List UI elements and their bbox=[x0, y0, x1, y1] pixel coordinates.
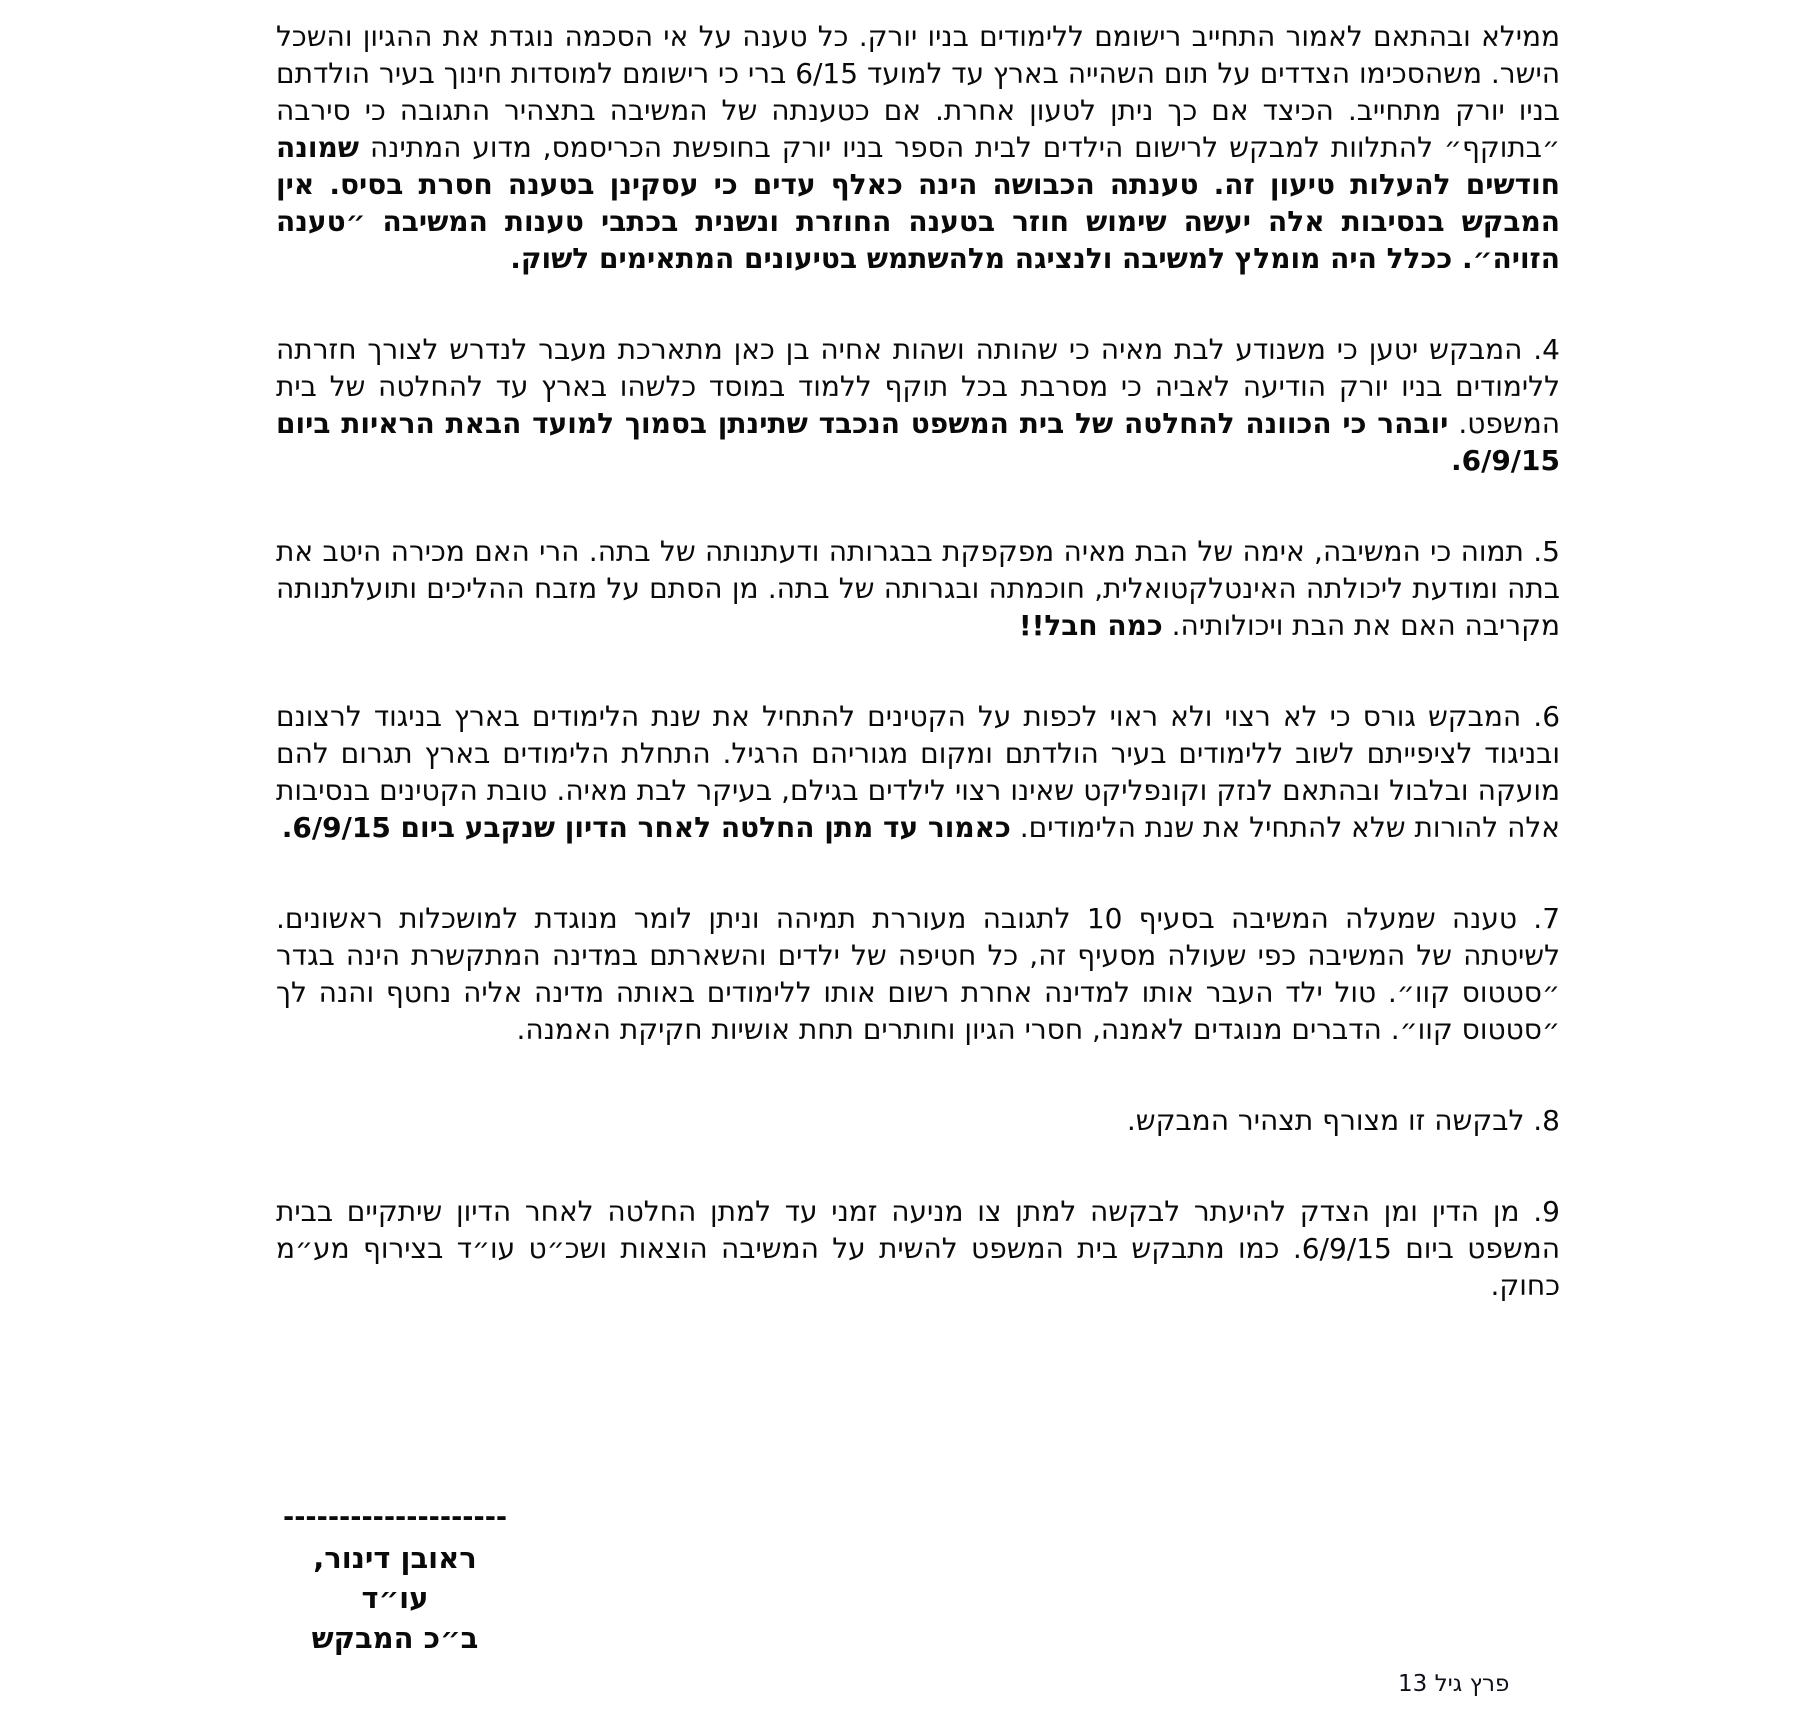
paragraph-4 bbox=[276, 331, 1560, 479]
intro-paragraph bbox=[276, 18, 1560, 277]
paragraph-5-bold-text: כמה חבל!! bbox=[1018, 609, 1163, 642]
paragraph-7-number: 7. bbox=[1533, 902, 1561, 935]
attorney-role: ב״כ המבקש bbox=[311, 1621, 479, 1655]
paragraph-8-number: 8. bbox=[1533, 1104, 1560, 1137]
paragraph-6-bold-text: כאמור עד מתן החלטה לאחר הדיון שנקבע ביום 6/9/15. bbox=[281, 811, 1011, 844]
signature-dashed-line: -------------------- bbox=[283, 1502, 508, 1533]
paragraph-5-number: 5. bbox=[1533, 535, 1560, 568]
paragraph-4-text: המבקש יטען כי משנודע לבת מאיה כי שהותה ושהות אחיה בן כאן מתארכת מעבר לנדרש לצורך חזרתה ללימודים בניו יורק הודיעה לאביה כי מסרבת בכל תוקף ללמוד במוסד כלשהו בארץ עד להחלטה של בית המשפט. bbox=[276, 333, 1561, 440]
paragraph-5-text: תמוה כי המשיבה, אימה של הבת מאיה מפקפקת בבגרותה ודעתנותה של בתה. הרי האם מכירה היטב את בתה ומודעת ליכולתה האינטלקטואלית, חוכמתה ובגרותה של בתה. מן הסתם על מזבח ההליכים ותועלתנותה מקריבה האם את הבת ויכולותיה. bbox=[276, 535, 1560, 642]
paragraph-4-number: 4. bbox=[1533, 333, 1560, 366]
paragraph-8-text: לבקשה זו מצורף תצהיר המבקש. bbox=[1126, 1104, 1525, 1137]
paragraph-8 bbox=[276, 1102, 1560, 1139]
paragraph-9-text: מן הדין ומן הצדק להיעתר לבקשה למתן צו מניעה זמני עד למתן החלטה לאחר הדיון שיתקיים בבית המשפט ביום 6/9/15. כמו מתבקש בית המשפט להשית על המשיבה הוצאות ושכ״ט עו״ד בצירוף מע״מ כחוק. bbox=[276, 1195, 1560, 1302]
paragraph-7 bbox=[276, 900, 1560, 1048]
signature-block bbox=[283, 1498, 507, 1658]
paragraph-9 bbox=[276, 1193, 1560, 1304]
paragraph-5 bbox=[276, 533, 1560, 644]
paragraph-7-text: טענה שמעלה המשיבה בסעיף 10 לתגובה מעוררת תמיהה וניתן לומר מנוגדת למושכלות ראשונים. לשיטתה של המשיבה כפי שעולה מסעיף זה, כל חטיפה של ילדים והשארתם במדינה המתקשרת הינה בגדר ״סטטוס קוו״. טול ילד העבר אותו למדינה אחרת רשום אותו ללימודים באותה מדינה אליה נחטף והנה לך ״סטטוס קוו״. הדברים מנוגדים לאמנה, חסרי הגיון וחותרים תחת אושיות חקיקת האמנה. bbox=[276, 902, 1560, 1046]
paragraph-6 bbox=[276, 698, 1560, 846]
paragraph-6-text: המבקש גורס כי לא רצוי ולא ראוי לכפות על הקטינים להתחיל את שנת הלימודים בארץ בניגוד לרצונם ובניגוד לציפייתם לשוב ללימודים בעיר הולדתם ומקום מגוריהם הרגיל. התחלת הלימודים בארץ תגרום להם מועקה ובלבול ובהתאם לנזק וקונפליקט שאינו רצוי לילדים בגילם, בעיקר לבת מאיה. טובת הקטינים בנסיבות אלה להורות שלא להתחיל את שנת הלימודים. bbox=[276, 700, 1560, 844]
document-body bbox=[276, 18, 1560, 1358]
intro-text-bold: שמונה חודשים להעלות טיעון זה. טענתה הכבושה הינה כאלף עדים כי עסקינן בטענה חסרת בסיס. אין המבקש בנסיבות אלה יעשה שימוש חוזר בטענה החוזרת ונשנית בכתבי טענות המשיבה ״טענה הזויה״. ככלל היה מומלץ למשיבה ולנציגה מלהשתמש בטיעונים המתאימים לשוק. bbox=[276, 131, 1560, 275]
attorney-name: ראובן דינור, עו״ד bbox=[313, 1541, 477, 1615]
intro-text-regular: ממילא ובהתאם לאמור התחייב רישומם ללימודים בניו יורק. כל טענה על אי הסכמה נוגדת את ההגיון והשכל הישר. משהסכימו הצדדים על תום השהייה בארץ עד למועד 6/15 ברי כי רישומם למוסדות חינוך בעיר הולדתם בניו יורק מתחייב. הכיצד אם כך ניתן לטעון אחרת. אם כטענתה של המשיבה בתצהיר התגובה כי סירבה ״בתוקף״ להתלוות למבקש לרישום הילדים לבית הספר בניו יורק בחופשת הכריסמס, מדוע המתינה bbox=[276, 20, 1560, 164]
paragraph-9-number: 9. bbox=[1533, 1195, 1560, 1228]
paragraph-4-bold-text: יובהר כי הכוונה להחלטה של בית המשפט הנכבד שתינתן בסמוך למועד הבאת הראיות ביום 6/9/15. bbox=[276, 407, 1560, 477]
paragraph-6-number: 6. bbox=[1533, 700, 1561, 733]
page-footer: פרץ גיל 13 bbox=[1398, 1671, 1510, 1697]
